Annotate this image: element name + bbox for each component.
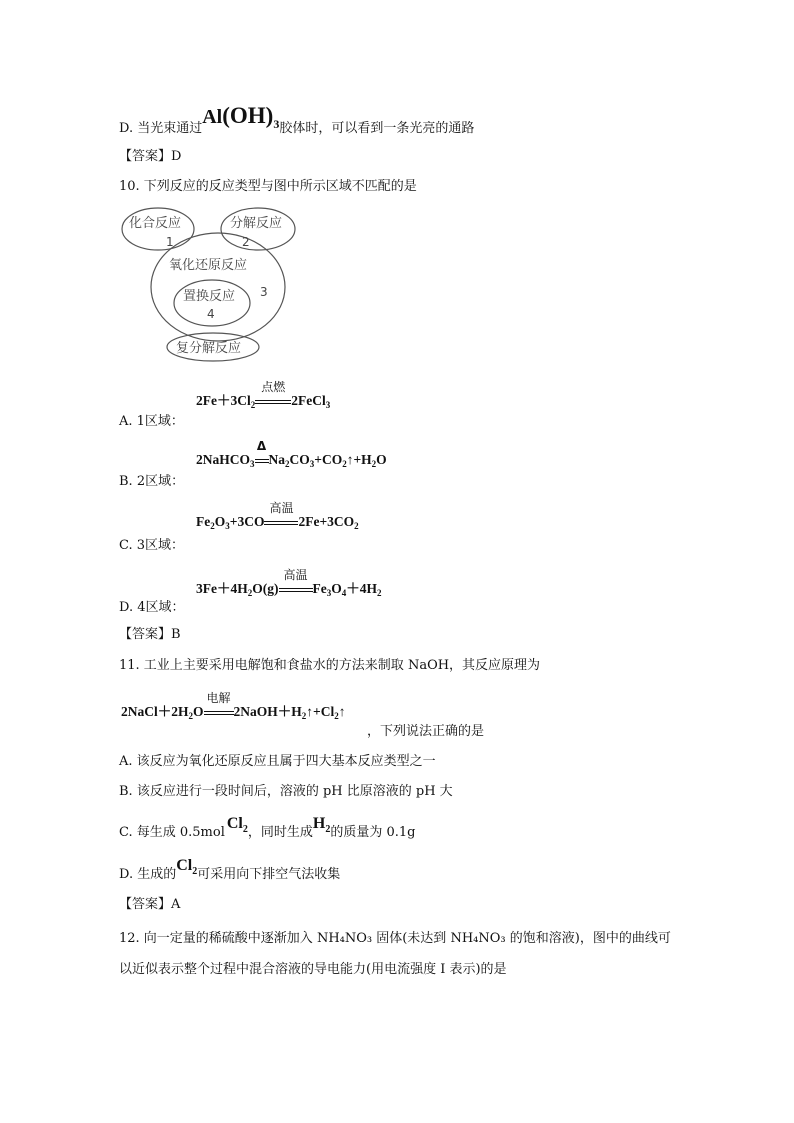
eq-part: ↑+Cl (306, 704, 335, 719)
label-combination: 化合反应 (129, 216, 182, 231)
eq-sub: 3 (250, 459, 255, 469)
region-4: 4 (207, 307, 215, 321)
label-redox: 氧化还原反应 (169, 258, 248, 273)
equation-d (196, 568, 382, 598)
formula-aloh3 (202, 103, 280, 131)
formula-cl2 (226, 815, 248, 836)
eq-part: +CO (314, 452, 343, 467)
equals-bar (255, 400, 291, 404)
label-decomposition: 分解反应 (230, 216, 283, 231)
eq-part: O (331, 581, 342, 596)
option-text: ，同时生成 (247, 825, 313, 840)
formula-sub: 3 (273, 117, 280, 131)
eq-part: ＋4H (346, 581, 378, 596)
reaction-venn-diagram (118, 200, 303, 365)
eq-part: O (193, 704, 204, 719)
eq-part: ↑+H (346, 452, 372, 467)
eq-sub: 2 (188, 711, 193, 721)
eq-part: 2NaHCO (196, 452, 250, 467)
eq-part: ↑ (338, 704, 346, 719)
eq-sub: 2 (247, 588, 253, 598)
eq-sub: 2 (371, 459, 377, 469)
condition-text: 电解 (206, 691, 231, 705)
eq-part: Fe (312, 581, 327, 596)
q11-answer: 【答案】A (119, 897, 181, 912)
eq-sub: 4 (341, 588, 347, 598)
eq-part: O(g) (252, 581, 279, 596)
formula-part: H (312, 815, 326, 832)
eq-condition (264, 501, 298, 530)
formula-sub: 2 (242, 824, 248, 836)
eq-part: 2NaCl＋2H (121, 704, 189, 719)
q11-option-a: A. 该反应为氧化还原反应且属于四大基本反应类型之一 (119, 754, 436, 769)
formula-sub: 2 (325, 824, 331, 836)
q11-option-b: B. 该反应进行一段时间后，溶液的 pH 比原溶液的 pH 大 (119, 784, 453, 799)
q12-line-2: 以近似表示整个过程中混合溶液的导电能力(用电流强度 I 表示)的是 (119, 962, 507, 977)
equation-a (196, 380, 331, 410)
condition-text: 高温 (269, 501, 294, 515)
eq-sub: 2 (354, 521, 359, 531)
q10-answer: 【答案】B (119, 627, 181, 642)
eq-sub: 2 (250, 400, 256, 410)
eq-condition (255, 439, 269, 468)
formula-cl2 (176, 857, 198, 878)
eq-part: Fe (196, 514, 211, 529)
option-text: 可采用向下排空气法收集 (197, 867, 341, 882)
q10-option-c: C. 3区域： (119, 538, 185, 553)
q11-equation (121, 691, 346, 721)
eq-part: +3CO (229, 514, 265, 529)
eq-part: Na (268, 452, 285, 467)
q10-option-b: B. 2区域： (119, 474, 185, 489)
eq-sub: 2 (301, 711, 307, 721)
eq-part: 2FeCl (291, 393, 326, 408)
formula-h2 (312, 815, 331, 836)
equals-bar (264, 521, 298, 525)
equals-bar (255, 459, 269, 463)
eq-part: 2Fe＋3Cl (196, 393, 251, 408)
condition-text: 高温 (283, 568, 308, 582)
region-1: 1 (166, 235, 174, 249)
formula-part: Cl (176, 857, 193, 874)
equals-bar (279, 588, 313, 592)
eq-sub: 2 (334, 711, 339, 721)
eq-condition (204, 691, 234, 720)
eq-sub: 2 (210, 521, 215, 531)
equals-bar (204, 711, 234, 715)
eq-part: 3Fe＋4H (196, 581, 248, 596)
eq-part: O (214, 514, 226, 529)
equation-c (196, 501, 359, 531)
q11-equation-suffix: ，下列说法正确的是 (367, 724, 485, 739)
option-text: D. 生成的 (119, 867, 177, 882)
region-2: 2 (242, 235, 250, 249)
formula-part: Cl (226, 815, 243, 832)
eq-condition (255, 380, 291, 409)
eq-sub: 2 (342, 459, 347, 469)
formula-part: Al (202, 106, 223, 128)
eq-sub: 3 (325, 400, 331, 410)
eq-sub: 2 (377, 588, 382, 598)
q12-line-1: 12. 向一定量的稀硫酸中逐渐加入 NH₄NO₃ 固体(未达到 NH₄NO₃ 的饱和溶液)，图中的曲线可 (119, 931, 671, 946)
option-text: 的质量为 0.1g (330, 825, 416, 840)
option-text: 胶体时，可以看到一条光亮的通路 (279, 121, 475, 136)
q11-stem: 11. 工业上主要采用电解饱和食盐水的方法来制取 NaOH，其反应原理为 (119, 658, 541, 673)
formula-sub: 2 (192, 866, 198, 878)
q11-option-c (119, 815, 416, 843)
formula-part: (OH) (222, 103, 274, 128)
eq-part: 2NaOH＋H (233, 704, 302, 719)
eq-sub: 3 (309, 459, 315, 469)
option-text: D. 当光束通过 (119, 121, 203, 136)
eq-part: CO (289, 452, 310, 467)
eq-sub: 2 (285, 459, 290, 469)
equation-b (196, 439, 387, 469)
option-text: C. 每生成 0.5mol (119, 825, 225, 840)
q11-option-d (119, 857, 341, 885)
eq-sub: 3 (326, 588, 332, 598)
condition-text: 点燃 (261, 380, 286, 394)
q10-stem: 10. 下列反应的反应类型与图中所示区域不匹配的是 (119, 179, 417, 194)
eq-condition (279, 568, 313, 597)
eq-part: O (376, 452, 387, 467)
q9-option-d (119, 103, 475, 141)
label-double-decomposition: 复分解反应 (176, 341, 242, 356)
region-3: 3 (260, 285, 268, 299)
label-displacement: 置换反应 (183, 289, 236, 304)
eq-part: 2Fe+3CO (298, 514, 355, 529)
q10-option-a: A. 1区域： (119, 414, 184, 429)
q9-answer: 【答案】D (119, 149, 182, 164)
eq-sub: 3 (225, 521, 230, 531)
q10-option-d: D. 4区域： (119, 600, 185, 615)
condition-text: Δ (256, 439, 267, 453)
